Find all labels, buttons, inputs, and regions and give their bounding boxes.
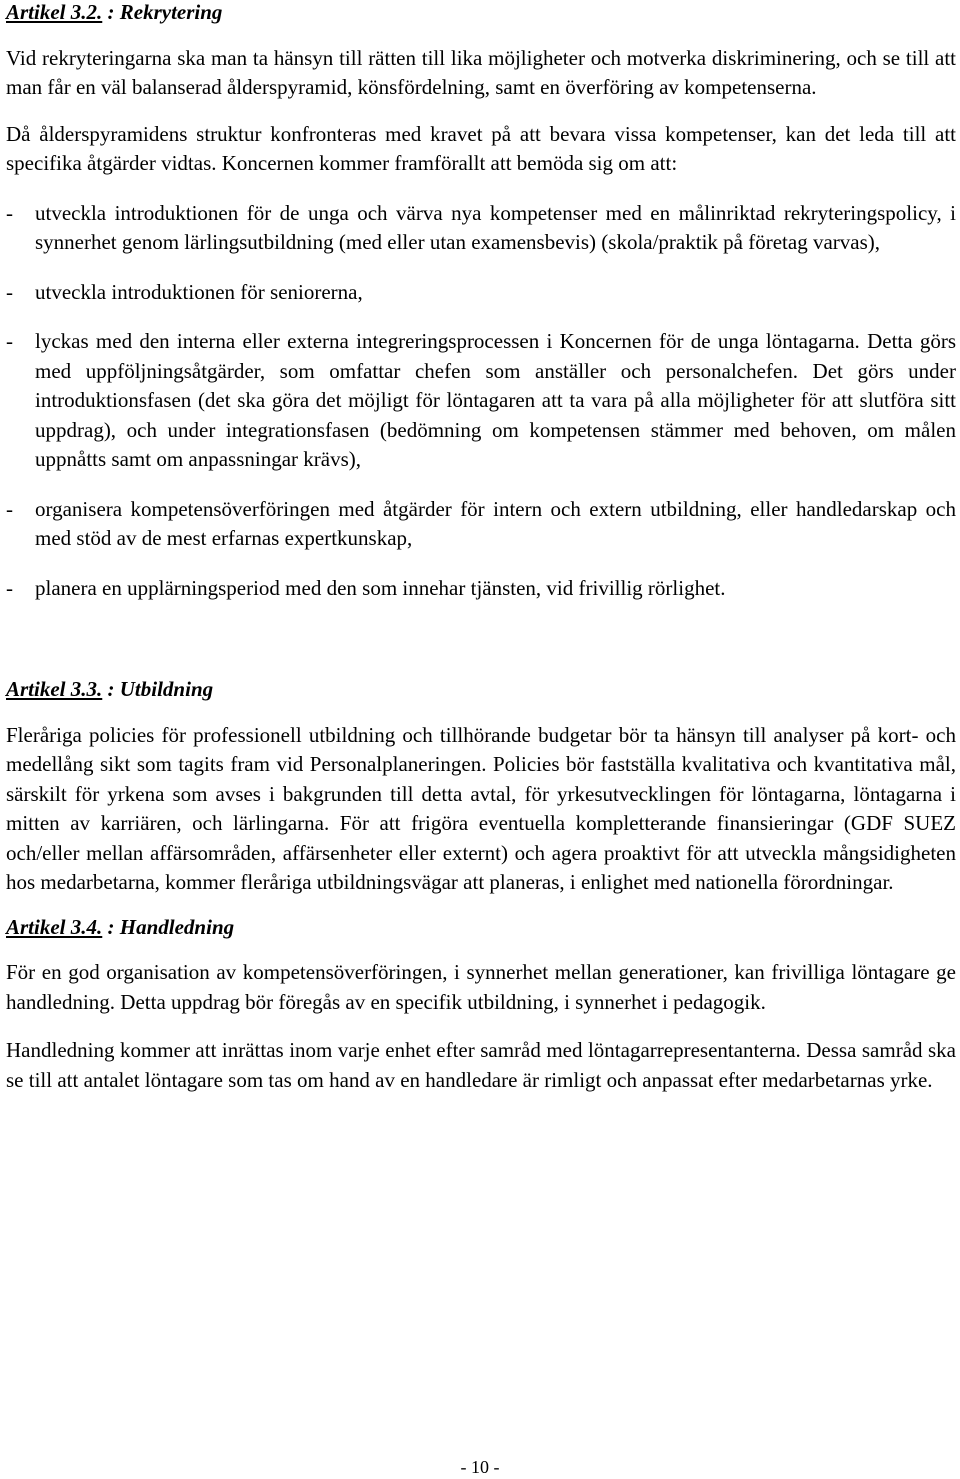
dash-bullet: -	[6, 279, 13, 304]
list-item	[6, 278, 956, 308]
article-3-4-paragraph-1: För en god organisation av kompetensöverföringen, i synnerhet mellan generationer, kan frivilliga löntagare ge handledning. Detta uppdrag bör föregås av en specifik utbildning, i synnerhet i pedagogik.	[6, 960, 956, 1014]
article-3-4-paragraph-2: Handledning kommer att inrättas inom varje enhet efter samråd med löntagarrepresentanterna. Dessa samråd ska se till att antalet löntagare som tas om hand av en handledare är rimligt och anpassat efter medarbetarnas yrke.	[6, 1038, 956, 1092]
dash-bullet: -	[6, 496, 13, 521]
list-item	[6, 327, 956, 475]
dash-bullet: -	[6, 329, 13, 353]
list-item	[6, 495, 956, 554]
article-3-3-title: : Utbildning	[102, 677, 214, 701]
article-3-2-paragraph-2: Då ålderspyramidens struktur konfronteras med kravet på att bevara vissa kompetenser, kan det leda till att specifika åtgärder vidtas. Koncernen kommer framförallt att bemöda sig om att:	[6, 121, 956, 175]
article-3-4-heading	[6, 913, 956, 943]
list-item-text: lyckas med den interna eller externa integreringsprocessen i Koncernen för de unga löntagarna. Detta görs med uppföljningsåtgärder, som omfattar chefen som anställer och personalchefen. Det görs under introduktionsfasen (det ska göra det möjligt för löntagaren att ta vara på alla möjligheter för att slutföra sitt uppdrag), och under integrationsfasen (bedömning om kompetensen stämmer med behoven, om målen uppnåtts samt om anpassningar krävs),	[35, 329, 956, 471]
page-number: - 10 -	[460, 1457, 500, 1477]
dash-bullet: -	[6, 575, 13, 600]
list-item-text: organisera kompetensöverföringen med åtgärder för intern och extern utbildning, eller handledarskap och med stöd av de mest erfarnas expertkunskap,	[35, 496, 956, 550]
document-page	[6, 0, 956, 1095]
article-3-2-paragraph-1: Vid rekryteringarna ska man ta hänsyn till rätten till lika möjligheter och motverka diskriminering, och se till att man får en väl balanserad ålderspyramid, könsfördelning, samt en överföring av kompetenserna.	[6, 45, 956, 99]
article-3-3-heading	[6, 675, 956, 705]
article-3-3-number: Artikel 3.3.	[6, 677, 103, 701]
list-item	[6, 199, 956, 258]
article-3-3-paragraph-1: Fleråriga policies för professionell utbildning och tillhörande budgetar bör ta hänsyn till analyser på kort- och medellång sikt som tagits fram vid Personalplaneringen. Policies bör fastställa kvalitativa och kvantitativa mål, särskilt för yrkena som avses i bakgrunden till detta avtal, för yrkesutvecklingen för löntagarna, löntagarna i mitten av karriären, och lärlingarna. För att frigöra eventuella kompletterande finansieringar (GDF SUEZ och/eller mellan affärsområden, affärsenheter eller externt) och agera proaktivt för att utveckla mångsidigheten hos medarbetarna, kommer fleråriga utbildningsvägar att planeras, i enlighet med nationella förordningar.	[6, 722, 956, 894]
article-3-4-title: : Handledning	[102, 914, 235, 939]
dash-bullet: -	[6, 200, 13, 225]
article-3-2-heading	[6, 0, 956, 28]
article-3-4-number: Artikel 3.4.	[6, 914, 103, 939]
list-item-text: utveckla introduktionen för seniorerna,	[35, 279, 363, 304]
list-item-text: utveckla introduktionen för de unga och värva nya kompetenser med en målinriktad rekryteringspolicy, i synnerhet genom lärlingsutbildning (med eller utan examensbevis) (skola/praktik på företag varvas),	[35, 200, 956, 254]
article-3-2-number: Artikel 3.2.	[6, 0, 103, 24]
list-item-text: planera en upplärningsperiod med den som innehar tjänsten, vid frivillig rörlighet.	[35, 575, 726, 600]
list-item	[6, 574, 956, 604]
article-3-2-title: : Rekrytering	[102, 0, 223, 24]
